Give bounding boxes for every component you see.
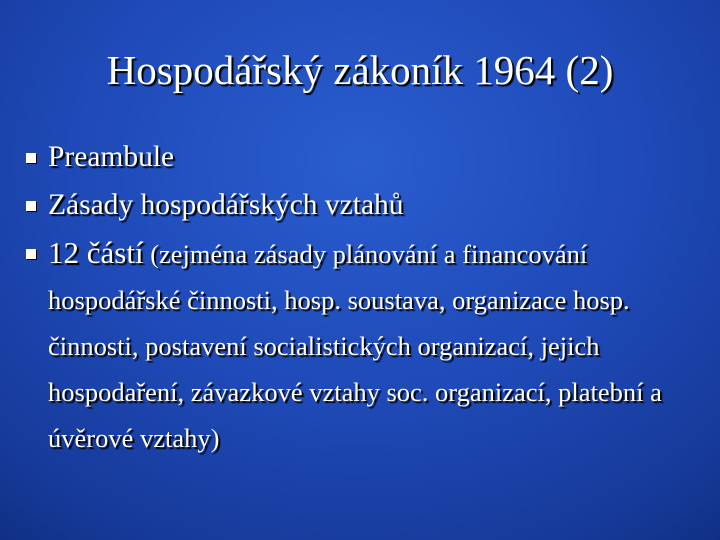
square-bullet-icon xyxy=(26,201,36,211)
bullet-text: Zásady hospodářských vztahů xyxy=(48,189,404,221)
bullet-rest-text: (zejména zásady plánování a financování hospodářské činnosti, hosp. soustava, organizace hosp. činnosti, postavení socialistických organizací, jejich hospodaření, závazkové vztahy soc. organizací, platební a úvěrové vztahy) xyxy=(48,239,662,453)
bullet-item-zasady xyxy=(24,182,716,228)
square-bullet-icon xyxy=(26,249,36,259)
slide-title: Hospodářský zákoník 1964 (2) xyxy=(106,47,614,93)
square-bullet-icon xyxy=(26,153,36,163)
bullet-list xyxy=(24,134,716,463)
bullet-lead-text: 12 částí xyxy=(48,235,144,270)
bullet-item-casti xyxy=(24,230,716,461)
bullet-text xyxy=(48,230,716,461)
bullet-text: Preambule xyxy=(48,141,175,173)
bullet-item-preambule xyxy=(24,134,716,180)
